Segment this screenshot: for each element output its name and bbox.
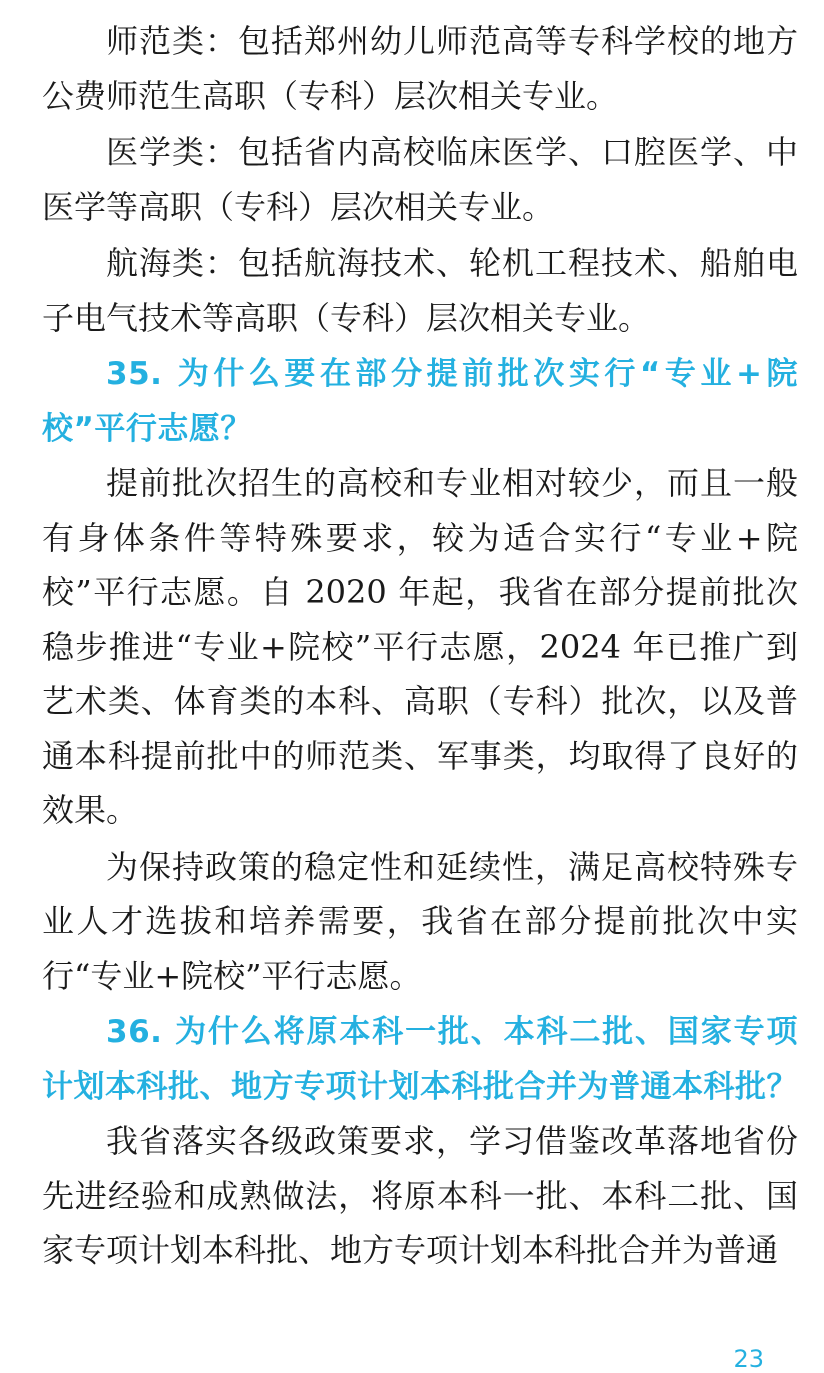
paragraph-navigation-category: 航海类：包括航海技术、轮机工程技术、船舶电子电气技术等高职（专科）层次相关专业。	[42, 244, 798, 337]
paragraph-batch-merge: 我省落实各级政策要求，学习借鉴改革落地省份先进经验和成熟做法，将原本科一批、本科二批、国家专项计划本科批、地方专项计划本科批合并为普通	[42, 1122, 798, 1269]
paragraph-early-batch-explanation: 提前批次招生的高校和专业相对较少，而且一般有身体条件等特殊要求，较为适合实行“专业+院校”平行志愿。自 2020 年起，我省在部分提前批次稳步推进“专业+院校”平行志愿，2024 年已推广到艺术类、体育类的本科、高职（专科）批次，以及普通本科提前批中的师范类、军事类，均取得了良好的效果。	[42, 464, 798, 829]
page-number: 23	[733, 1345, 764, 1373]
section-heading-35: 35. 为什么要在部分提前批次实行“专业+院校”平行志愿？	[42, 356, 798, 447]
document-page	[42, 14, 798, 1280]
section-heading-36: 36. 为什么将原本科一批、本科二批、国家专项计划本科批、地方专项计划本科批合并为普通本科批？	[42, 1014, 798, 1105]
paragraph-medical-category: 医学类：包括省内高校临床医学、口腔医学、中医学等高职（专科）层次相关专业。	[42, 133, 798, 226]
paragraph-policy-stability: 为保持政策的稳定性和延续性，满足高校特殊专业人才选拔和培养需要，我省在部分提前批次中实行“专业+院校”平行志愿。	[42, 847, 798, 995]
paragraph-teacher-category: 师范类：包括郑州幼儿师范高等专科学校的地方公费师范生高职（专科）层次相关专业。	[42, 22, 798, 115]
